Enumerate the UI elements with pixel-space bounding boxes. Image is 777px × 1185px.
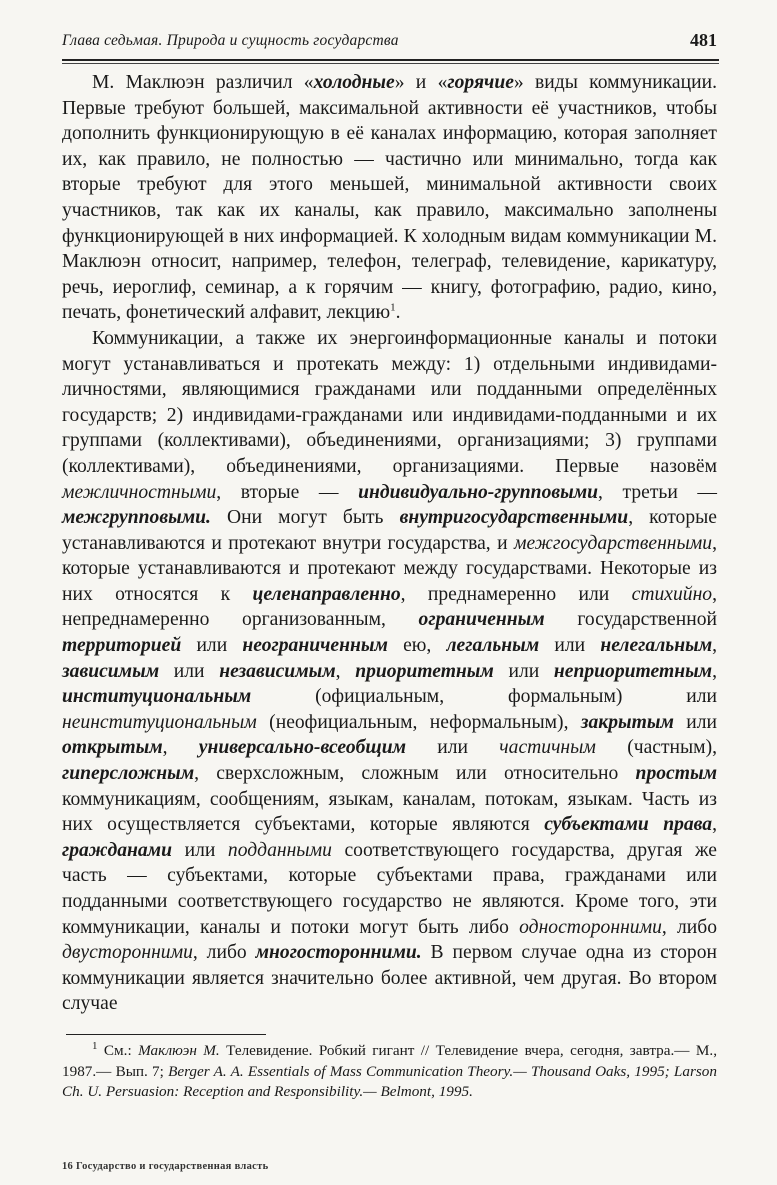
text-run: или bbox=[181, 635, 243, 657]
bold-italic-term: субъектами права bbox=[544, 814, 713, 836]
text-run: В первом случае одна из сторон коммуникации является значительно более активной, чем другая. Во втором случае bbox=[62, 942, 717, 1015]
header-rule-thin bbox=[62, 63, 719, 64]
text-run: , bbox=[712, 660, 717, 682]
bold-italic-term: целенаправленно bbox=[252, 583, 401, 605]
italic-term: Маклюэн М. bbox=[138, 1042, 220, 1059]
text-run: Коммуникации, а также их энергоинформационные каналы и потоки могут устанавливаться и протекать между: 1) отдельными индивидами-личностями, являющимися гражданами или подданными определённых государств; 2) индивидами-гражданами или индивидами-подданными и их группами (коллективами), объединениями, организациями; 3) группами (коллективами), объединениями, организациями. Первые назовём bbox=[62, 327, 717, 477]
bold-italic-term: неприоритетным bbox=[553, 660, 713, 682]
text-run: (частным), bbox=[595, 737, 717, 759]
bold-italic-term: гиперсложным bbox=[62, 763, 195, 785]
footnote-ref: 1 bbox=[390, 301, 396, 314]
bold-italic-term: неограниченным bbox=[242, 635, 388, 657]
running-header bbox=[62, 30, 717, 54]
bold-italic-term: независимым bbox=[219, 660, 336, 682]
bold-italic-term: гражданами bbox=[62, 839, 172, 861]
paragraph bbox=[62, 326, 717, 1017]
text-run: , bbox=[712, 814, 718, 836]
text-run: (официальным, формальным) или bbox=[251, 686, 717, 708]
italic-term: двусторонними bbox=[62, 942, 193, 964]
footnote-rule bbox=[66, 1034, 266, 1035]
text-run: или bbox=[493, 660, 554, 682]
text-run: » и « bbox=[394, 72, 448, 93]
text-run: , либо bbox=[192, 942, 256, 964]
footnote-ref: 1 bbox=[92, 1039, 98, 1052]
text-run: или bbox=[172, 839, 228, 861]
text-run: или bbox=[159, 660, 220, 682]
bold-italic-term: нелегальным bbox=[600, 635, 713, 657]
bold-italic-term: универсально-всеобщим bbox=[198, 737, 407, 759]
text-run: соответствующего государства, другая же часть — субъектами, которые субъектами права, гражданами или подданными соответствующего государство не являются. Кроме того, эти коммуникации, каналы и потоки могут быть либо bbox=[62, 839, 717, 938]
bold-italic-term: открытым bbox=[62, 737, 163, 759]
text-run: , непреднамеренно организованным, bbox=[62, 583, 718, 631]
italic-term: межличностными bbox=[62, 481, 217, 503]
text-run: , bbox=[162, 737, 199, 759]
italic-term: односторонними bbox=[519, 916, 662, 938]
bold-italic-term: горячие bbox=[447, 72, 514, 93]
text-run: государственной bbox=[544, 609, 717, 631]
text-run: , которые устанавливаются и протекают внутри государства, и bbox=[62, 507, 717, 554]
italic-term: частичным bbox=[499, 737, 596, 759]
chapter-title: Глава седьмая. Природа и сущность государства bbox=[62, 32, 399, 49]
text-run: , bbox=[712, 635, 718, 657]
text-run: Телевидение. Робкий гигант // Телевидение вчера, сегодня, завтра.— М., 1987.— Вып. 7; bbox=[62, 1042, 717, 1080]
body-text bbox=[62, 70, 717, 1017]
text-run: , которые устанавливаются и протекают между государствами. Некоторые из них относятся к bbox=[62, 532, 717, 605]
bold-italic-term: институциональным bbox=[62, 686, 252, 708]
bold-italic-term: легальным bbox=[446, 635, 540, 657]
text-run: (неофициальным, неформальным), bbox=[256, 711, 581, 733]
text-run: или bbox=[539, 635, 601, 657]
text-run: коммуникациям, сообщениям, языкам, каналам, потокам, языкам. Часть из них осуществляется субъектами, которые являются bbox=[62, 788, 717, 836]
bold-italic-term: межгрупповыми. bbox=[62, 507, 211, 529]
text-run: , bbox=[335, 660, 356, 682]
signature-line: 16 Государство и государственная власть bbox=[62, 1161, 269, 1172]
text-run: , либо bbox=[661, 916, 717, 938]
text-run: » виды коммуникации. Первые требуют большей, максимальной активности её участников, чтобы дополнить функционирующую в её каналах информацию, которая заполняет их, как правило, не полностью — частично или минимально, тогда как вторые требуют для этого меньшей, минимальной активности своих участников, так как их каналы, как правило, максимально заполнены функционирующей в них информацией. К холодным видам коммуникации М. Маклюэн относит, например, телефон, телеграф, телевидение, карикатуру, речь, иероглиф, семинар, а к горячим — книгу, фотографию, радио, кино, печать, фонетический алфавит, лекцию bbox=[62, 72, 717, 324]
bold-italic-term: холодные bbox=[313, 72, 395, 93]
bold-italic-term: простым bbox=[635, 763, 717, 785]
bold-italic-term: территорией bbox=[62, 635, 182, 657]
paragraph bbox=[62, 70, 717, 326]
bold-italic-term: закрытым bbox=[580, 711, 674, 733]
bold-italic-term: индивидуально-групповыми bbox=[358, 481, 599, 503]
italic-term: стихийно bbox=[631, 583, 713, 605]
text-run: , третьи — bbox=[598, 481, 717, 503]
text-run: См.: bbox=[97, 1042, 139, 1059]
header-rule bbox=[62, 59, 719, 61]
italic-term: неинституциональным bbox=[62, 711, 257, 733]
text-run: Они могут быть bbox=[210, 507, 400, 529]
italic-term: подданными bbox=[227, 839, 332, 861]
italic-term: Berger A. A. Essentials of Mass Communication Theory.— Thousand Oaks, 1995; Larson Ch. U. Persuasion: Reception and Responsibility.— Belmont, 1995. bbox=[62, 1062, 717, 1100]
text-run: , преднамеренно или bbox=[400, 583, 632, 605]
bold-italic-term: внутригосударственными bbox=[399, 507, 629, 529]
text-run: или bbox=[406, 737, 500, 759]
text-run: ею, bbox=[387, 635, 447, 657]
text-run: . bbox=[395, 302, 401, 324]
italic-term: межгосударственными bbox=[513, 532, 713, 554]
footnote bbox=[62, 1041, 717, 1103]
text-run: , сверхсложным, сложным или относительно bbox=[194, 763, 636, 785]
bold-italic-term: ограниченным bbox=[418, 609, 545, 631]
text-run: или bbox=[673, 711, 717, 733]
text-run: , вторые — bbox=[216, 481, 359, 503]
bold-italic-term: многосторонними. bbox=[255, 942, 422, 964]
text-run: М. Маклюэн различил « bbox=[92, 72, 314, 93]
bold-italic-term: зависимым bbox=[62, 660, 160, 682]
page-number: 481 bbox=[690, 30, 717, 50]
bold-italic-term: приоритетным bbox=[355, 660, 494, 682]
